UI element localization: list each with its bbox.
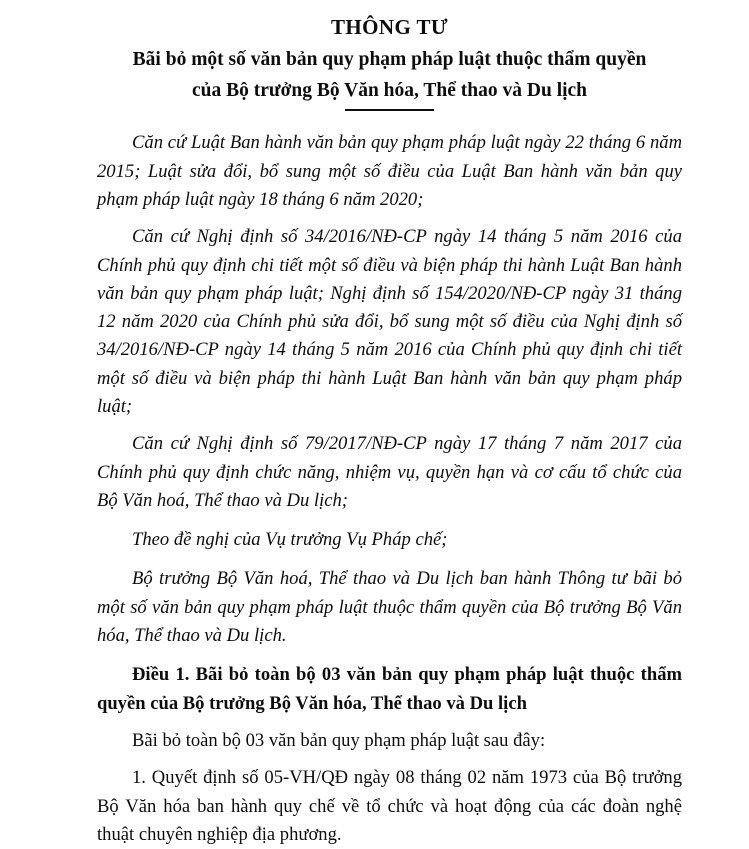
article-1-item-1: 1. Quyết định số 05-VH/QĐ ngày 08 tháng 02 năm 1973 của Bộ trưởng Bộ Văn hóa ban hành quy chế về tổ chức và hoạt động của các đoàn nghệ thuật chuyên nghiệp địa phương. xyxy=(97,767,682,845)
document-subtitle-line-1: Bãi bỏ một số văn bản quy phạm pháp luật thuộc thẩm quyền xyxy=(132,48,647,70)
title-divider-wrap xyxy=(97,109,682,119)
preamble-paragraph-can-cu-3: Căn cứ Nghị định số 79/2017/NĐ-CP ngày 17 tháng 7 năm 2017 của Chính phủ quy định chức năng, nhiệm vụ, quyền hạn và cơ cấu tổ chức của Bộ Văn hoá, Thể thao và Du lịch; xyxy=(97,433,682,511)
preamble-paragraph-can-cu-2: Căn cứ Nghị định số 34/2016/NĐ-CP ngày 14 tháng 5 năm 2016 của Chính phủ quy định chi tiết một số điều và biện pháp thi hành Luật Ban hành văn bản quy phạm pháp luật; Nghị định số 154/2020/NĐ-CP ngày 31 tháng 12 năm 2020 của Chính phủ sửa đổi, bổ sung một số điều của Nghị định số 34/2016/NĐ-CP ngày 14 tháng 5 năm 2016 của Chính phủ quy định chi tiết một số điều và biện pháp thi hành Luật Ban hành văn bản quy phạm pháp luật; xyxy=(97,226,682,417)
title-divider-rule xyxy=(345,109,434,111)
preamble-paragraph-can-cu-1: Căn cứ Luật Ban hành văn bản quy phạm pháp luật ngày 22 tháng 6 năm 2015; Luật sửa đổi, bổ sung một số điều của Luật Ban hành văn bản quy phạm pháp luật ngày 18 tháng 6 năm 2020; xyxy=(97,132,682,210)
document-body xyxy=(97,129,682,849)
article-1-heading: Điều 1. Bãi bỏ toàn bộ 03 văn bản quy phạm pháp luật thuộc thẩm quyền của Bộ trưởng Bộ Văn hóa, Thể thao và Du lịch xyxy=(97,664,682,714)
document-type-heading: THÔNG TƯ xyxy=(331,15,448,39)
document-title-block xyxy=(97,0,682,119)
preamble-paragraph-ban-hanh: Bộ trưởng Bộ Văn hoá, Thể thao và Du lịch ban hành Thông tư bãi bỏ một số văn bản quy phạm pháp luật thuộc thẩm quyền của Bộ trưởng Bộ Văn hóa, Thể thao và Du lịch. xyxy=(97,568,682,647)
preamble-paragraph-theo-de-nghi: Theo đề nghị của Vụ trưởng Vụ Pháp chế; xyxy=(132,529,448,551)
document-subtitle-line-2: của Bộ trưởng Bộ Văn hóa, Thể thao và Du lịch xyxy=(191,80,588,102)
article-1-lead-in: Bãi bỏ toàn bộ 03 văn bản quy phạm pháp luật sau đây: xyxy=(132,729,546,751)
